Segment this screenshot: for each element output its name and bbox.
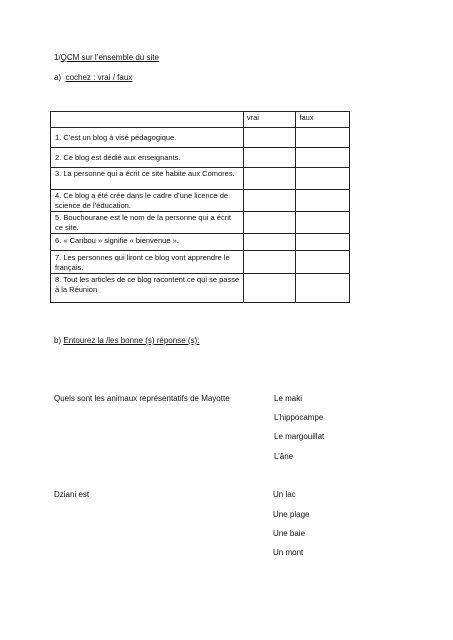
question-prompt: Dziani est <box>54 490 90 499</box>
faux-cell[interactable] <box>296 274 350 303</box>
table-row <box>51 234 350 251</box>
faux-cell[interactable] <box>296 212 350 234</box>
vrai-cell[interactable] <box>243 212 296 234</box>
answer-option[interactable]: Un mont <box>273 548 304 557</box>
table-header-row <box>51 112 350 128</box>
answer-option[interactable]: L’hippocampe <box>274 413 324 422</box>
section-number: 1/ <box>54 53 61 62</box>
faux-cell[interactable] <box>296 190 350 212</box>
faux-cell[interactable] <box>296 251 350 274</box>
question-cell: 8. Tout les articles de ce blog racontent ce qui se passe à la Réunion <box>51 274 244 303</box>
table-row <box>51 168 350 190</box>
question-cell: 7. Les personnes qui liront ce blog vont apprendre le français. <box>51 251 244 274</box>
vrai-cell[interactable] <box>243 190 296 212</box>
answer-option[interactable]: Le margouillat <box>274 432 325 441</box>
table-row <box>51 148 350 168</box>
vrai-cell[interactable] <box>243 251 296 274</box>
question-cell: 5. Bouchourane est le nom de la personne qui a écrit ce site. <box>51 212 244 234</box>
table-row <box>51 274 350 303</box>
vrai-cell[interactable] <box>243 274 296 303</box>
header-vrai: vrai <box>243 112 296 128</box>
answer-option[interactable]: Une plage <box>273 510 310 519</box>
question-cell: 2. Ce blog est dédié aux enseignants. <box>51 148 244 168</box>
part-a-label: a) <box>54 73 62 82</box>
table-row <box>51 212 350 234</box>
faux-cell[interactable] <box>296 128 350 148</box>
question-prompt: Quels sont les animaux représentatifs de Mayotte <box>54 394 230 403</box>
header-faux: faux <box>296 112 350 128</box>
table-row <box>51 251 350 274</box>
answer-option[interactable]: Un lac <box>273 490 296 499</box>
question-cell: 3. La personne qui a écrit ce site habite aux Comores. <box>51 168 244 190</box>
faux-cell[interactable] <box>296 234 350 251</box>
faux-cell[interactable] <box>296 148 350 168</box>
question-cell: 1. C’est un blog à visé pédagogique. <box>51 128 244 148</box>
part-a-text: cochez : vrai / faux <box>65 73 133 82</box>
vrai-cell[interactable] <box>243 168 296 190</box>
table-row <box>51 190 350 212</box>
vrai-cell[interactable] <box>243 128 296 148</box>
section-title-text: QCM sur l’ensemble du site <box>60 53 159 62</box>
faux-cell[interactable] <box>296 168 350 190</box>
part-a-instruction <box>54 73 132 83</box>
vrai-cell[interactable] <box>243 148 296 168</box>
part-b-instruction <box>54 336 199 346</box>
part-b-label: b) <box>54 336 62 345</box>
answer-option[interactable]: L’âne <box>274 452 294 461</box>
part-b-text: Entourez la /les bonne (s) réponse (s): <box>63 336 200 345</box>
table-row <box>51 128 350 148</box>
qcm-table <box>50 111 350 303</box>
section-title <box>54 53 159 63</box>
answer-option[interactable]: Le maki <box>274 394 303 403</box>
header-question <box>51 112 244 128</box>
answer-option[interactable]: Une baie <box>273 529 306 538</box>
question-cell: 6. « Caribou » signifie « bienvenue ». <box>51 234 244 251</box>
vrai-cell[interactable] <box>243 234 296 251</box>
question-cell: 4. Ce blog a été crée dans le cadre d’une licence de science de l’éducation. <box>51 190 244 212</box>
